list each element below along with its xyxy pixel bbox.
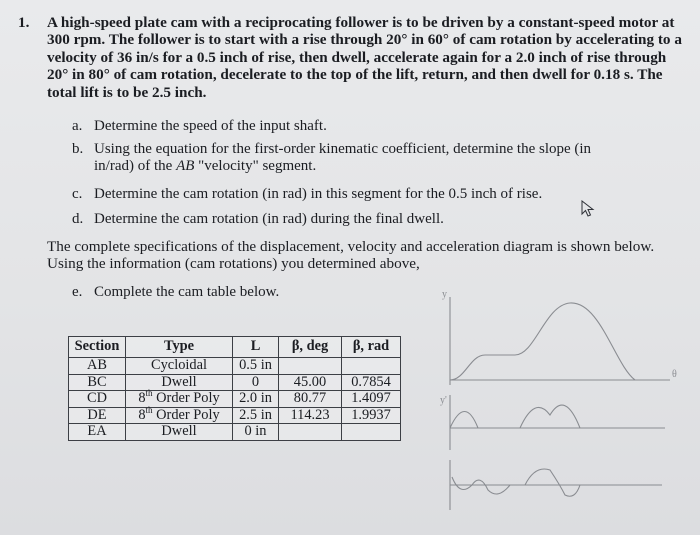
type-text: 8 bbox=[138, 390, 146, 406]
type-text-post: Order Poly bbox=[152, 390, 220, 406]
theta-label: θ bbox=[672, 369, 677, 380]
cell-section: DE bbox=[69, 407, 126, 424]
type-text-post: Order Poly bbox=[152, 406, 220, 423]
svaj-diagram bbox=[440, 285, 690, 515]
part-d-text: Determine the cam rotation (in rad) during the final dwell. bbox=[94, 211, 444, 227]
type-text: Dwell bbox=[161, 373, 197, 390]
header-beta-deg: β, deg bbox=[279, 337, 342, 358]
cell-l[interactable]: 0.5 in bbox=[233, 358, 279, 375]
type-text: Dwell bbox=[161, 423, 197, 439]
specification-note: The complete specifications of the displacement, velocity and acceleration diagram is shown below. Using the information (cam rotations) you determined above, bbox=[47, 238, 655, 273]
y-axis-label: y bbox=[442, 289, 447, 300]
part-e-text: Complete the cam table below. bbox=[94, 284, 280, 300]
header-l: L bbox=[233, 337, 279, 358]
cell-l[interactable]: 2.0 in bbox=[233, 391, 279, 408]
cell-type bbox=[126, 374, 233, 391]
cell-l[interactable]: 0 in bbox=[233, 424, 279, 441]
cell-beta-rad[interactable] bbox=[342, 424, 401, 441]
cell-section: AB bbox=[69, 358, 126, 375]
type-text: Cycloidal bbox=[151, 357, 207, 373]
part-a-text: Determine the speed of the input shaft. bbox=[94, 118, 327, 134]
question-body: A high-speed plate cam with a reciprocating follower is to be driven by a constant-speed motor at 300 rpm. The follower is to start with a rise through 20° in 60° of cam rotation by accelerating to a velocity of 36 in/s for a 0.5 inch of rise, then dwell, accelerate again for a 2.0 inch of rise through 20° in 80° of cam rotation, decelerate to the top of the lift, return, and then dwell for 0.18 s. The total lift is to be 2.5 inch. bbox=[47, 14, 682, 101]
part-b-text-em: AB bbox=[176, 158, 195, 174]
part-d bbox=[72, 211, 444, 228]
part-c-label: c. bbox=[72, 186, 83, 202]
table-row bbox=[69, 374, 401, 391]
cell-beta-deg[interactable]: 45.00 bbox=[279, 374, 342, 391]
header-type: Type bbox=[126, 337, 233, 358]
table-row bbox=[69, 391, 401, 408]
cell-beta-rad[interactable]: 1.4097 bbox=[342, 391, 401, 408]
cell-beta-deg[interactable]: 114.23 bbox=[279, 407, 342, 424]
part-d-label: d. bbox=[72, 211, 84, 227]
cell-beta-deg[interactable] bbox=[279, 358, 342, 375]
cell-type bbox=[126, 388, 233, 408]
part-b-text-pre: in/rad) of the bbox=[94, 158, 177, 174]
part-a-label: a. bbox=[72, 118, 83, 134]
question-number: 1. bbox=[18, 14, 30, 31]
cell-beta-rad[interactable]: 0.7854 bbox=[342, 374, 401, 391]
part-b-text-line1: Using the equation for the first-order kinematic coefficient, determine the slope (in bbox=[94, 141, 592, 157]
part-a bbox=[72, 118, 327, 135]
cell-beta-rad[interactable] bbox=[342, 358, 401, 375]
part-e-label: e. bbox=[72, 284, 83, 300]
table-row bbox=[69, 424, 401, 441]
y-prime-label: y' bbox=[440, 395, 447, 406]
acceleration-curve bbox=[452, 469, 662, 496]
cell-l[interactable]: 2.5 in bbox=[233, 407, 279, 424]
type-superscript: th bbox=[145, 388, 153, 399]
cell-beta-deg[interactable] bbox=[279, 424, 342, 441]
type-text: 8 bbox=[138, 406, 146, 423]
cam-table bbox=[68, 336, 401, 441]
displacement-curve bbox=[450, 303, 670, 380]
table-header-row bbox=[69, 337, 401, 358]
table-row bbox=[69, 358, 401, 375]
part-b-label: b. bbox=[72, 141, 84, 157]
cell-beta-rad[interactable]: 1.9937 bbox=[342, 407, 401, 424]
cell-type bbox=[126, 358, 233, 375]
cell-beta-deg[interactable]: 80.77 bbox=[279, 391, 342, 408]
velocity-curve bbox=[450, 405, 665, 428]
cell-section: EA bbox=[69, 424, 126, 441]
cell-section: BC bbox=[69, 374, 126, 391]
table-row bbox=[69, 407, 401, 424]
cell-section: CD bbox=[69, 391, 126, 408]
mouse-pointer-icon bbox=[580, 200, 596, 218]
part-b-text-post: "velocity" segment. bbox=[194, 158, 317, 174]
cell-type bbox=[126, 404, 233, 424]
part-b-line2 bbox=[72, 158, 672, 175]
cell-type bbox=[126, 424, 233, 441]
part-e bbox=[72, 284, 279, 301]
cell-l[interactable]: 0 bbox=[233, 374, 279, 391]
header-beta-rad: β, rad bbox=[342, 337, 401, 358]
type-superscript: th bbox=[145, 404, 153, 415]
header-section: Section bbox=[69, 337, 126, 358]
part-c-text: Determine the cam rotation (in rad) in this segment for the 0.5 inch of rise. bbox=[94, 186, 543, 202]
part-b bbox=[72, 141, 672, 175]
part-c bbox=[72, 186, 542, 203]
